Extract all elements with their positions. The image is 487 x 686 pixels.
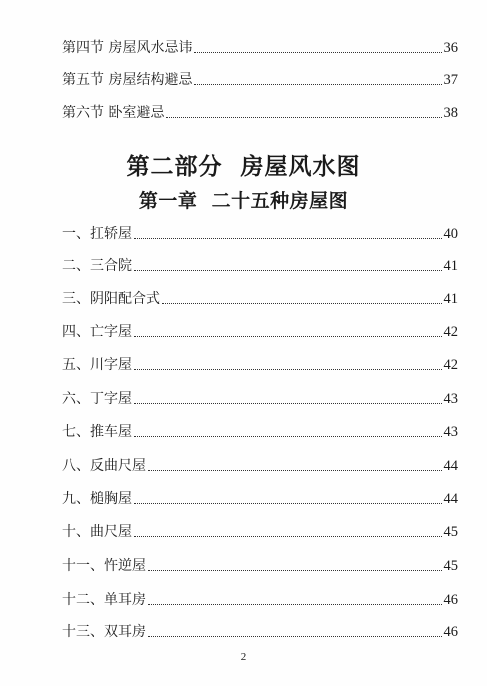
toc-entry [62, 224, 458, 244]
dot-leader [134, 436, 442, 437]
toc-entry [62, 456, 458, 476]
part-title: 第二部分 房屋风水图 [126, 153, 361, 180]
toc-entry-label: 二、三合院 [62, 258, 132, 274]
toc-entry-label: 十一、忤逆屋 [62, 558, 146, 574]
toc-entry [62, 322, 458, 342]
toc-entry [62, 38, 458, 58]
dot-leader [194, 52, 441, 53]
dot-leader [134, 336, 442, 337]
toc-entry-page: 38 [443, 105, 458, 121]
toc-entry-page: 37 [443, 72, 458, 88]
toc-entry-page: 40 [443, 226, 458, 242]
dot-leader [134, 403, 442, 404]
toc-entry-label: 四、亡字屋 [62, 324, 132, 340]
toc-entry-label: 六、丁字屋 [62, 391, 132, 407]
toc-entry-page: 45 [443, 524, 458, 540]
toc-entry-label: 三、阴阳配合式 [62, 291, 160, 307]
dot-leader [134, 536, 442, 537]
toc-entry-label: 九、槌胸屋 [62, 491, 132, 507]
toc-entry-label: 第五节 房屋结构避忌 [62, 72, 193, 88]
toc-entry-page: 43 [443, 391, 458, 407]
toc-entry [62, 70, 458, 90]
toc-entry-page: 41 [443, 291, 458, 307]
toc-entry [62, 489, 458, 509]
toc-entry-page: 44 [443, 458, 458, 474]
toc-entry-page: 41 [443, 258, 458, 274]
toc-entry [62, 556, 458, 576]
toc-entry [62, 389, 458, 409]
toc-entry-page: 43 [443, 424, 458, 440]
dot-leader [134, 238, 442, 239]
dot-leader [148, 570, 442, 571]
toc-entry [62, 622, 458, 642]
toc-entry-page: 46 [443, 592, 458, 608]
toc-entry [62, 590, 458, 610]
dot-leader [162, 303, 442, 304]
dot-leader [148, 604, 442, 605]
toc-entry-label: 八、反曲尺屋 [62, 458, 146, 474]
toc-entry-page: 36 [443, 40, 458, 56]
dot-leader [134, 369, 442, 370]
toc-entry [62, 256, 458, 276]
dot-leader [166, 117, 441, 118]
toc-entry-page: 44 [443, 491, 458, 507]
toc-entry [62, 522, 458, 542]
toc-entry [62, 422, 458, 442]
page-number: 2 [240, 651, 247, 663]
toc-entry [62, 289, 458, 309]
toc-entry-label: 十三、双耳房 [62, 624, 146, 640]
toc-entry-page: 46 [443, 624, 458, 640]
toc-entry [62, 355, 458, 375]
toc-entry-page: 42 [443, 357, 458, 373]
dot-leader [194, 84, 441, 85]
dot-leader [148, 636, 442, 637]
chapter-title: 第一章 二十五种房屋图 [138, 190, 349, 212]
toc-entry-label: 十、曲尺屋 [62, 524, 132, 540]
toc-entry-label: 一、扛轿屋 [62, 226, 132, 242]
toc-entry [62, 103, 458, 123]
dot-leader [148, 470, 442, 471]
toc-entry-page: 42 [443, 324, 458, 340]
toc-entry-label: 五、川字屋 [62, 357, 132, 373]
toc-entry-page: 45 [443, 558, 458, 574]
toc-entry-label: 第六节 卧室避忌 [62, 105, 165, 121]
dot-leader [134, 270, 442, 271]
toc-entry-label: 七、推车屋 [62, 424, 132, 440]
toc-entry-label: 十二、单耳房 [62, 592, 146, 608]
toc-entry-label: 第四节 房屋风水忌讳 [62, 40, 193, 56]
dot-leader [134, 503, 442, 504]
